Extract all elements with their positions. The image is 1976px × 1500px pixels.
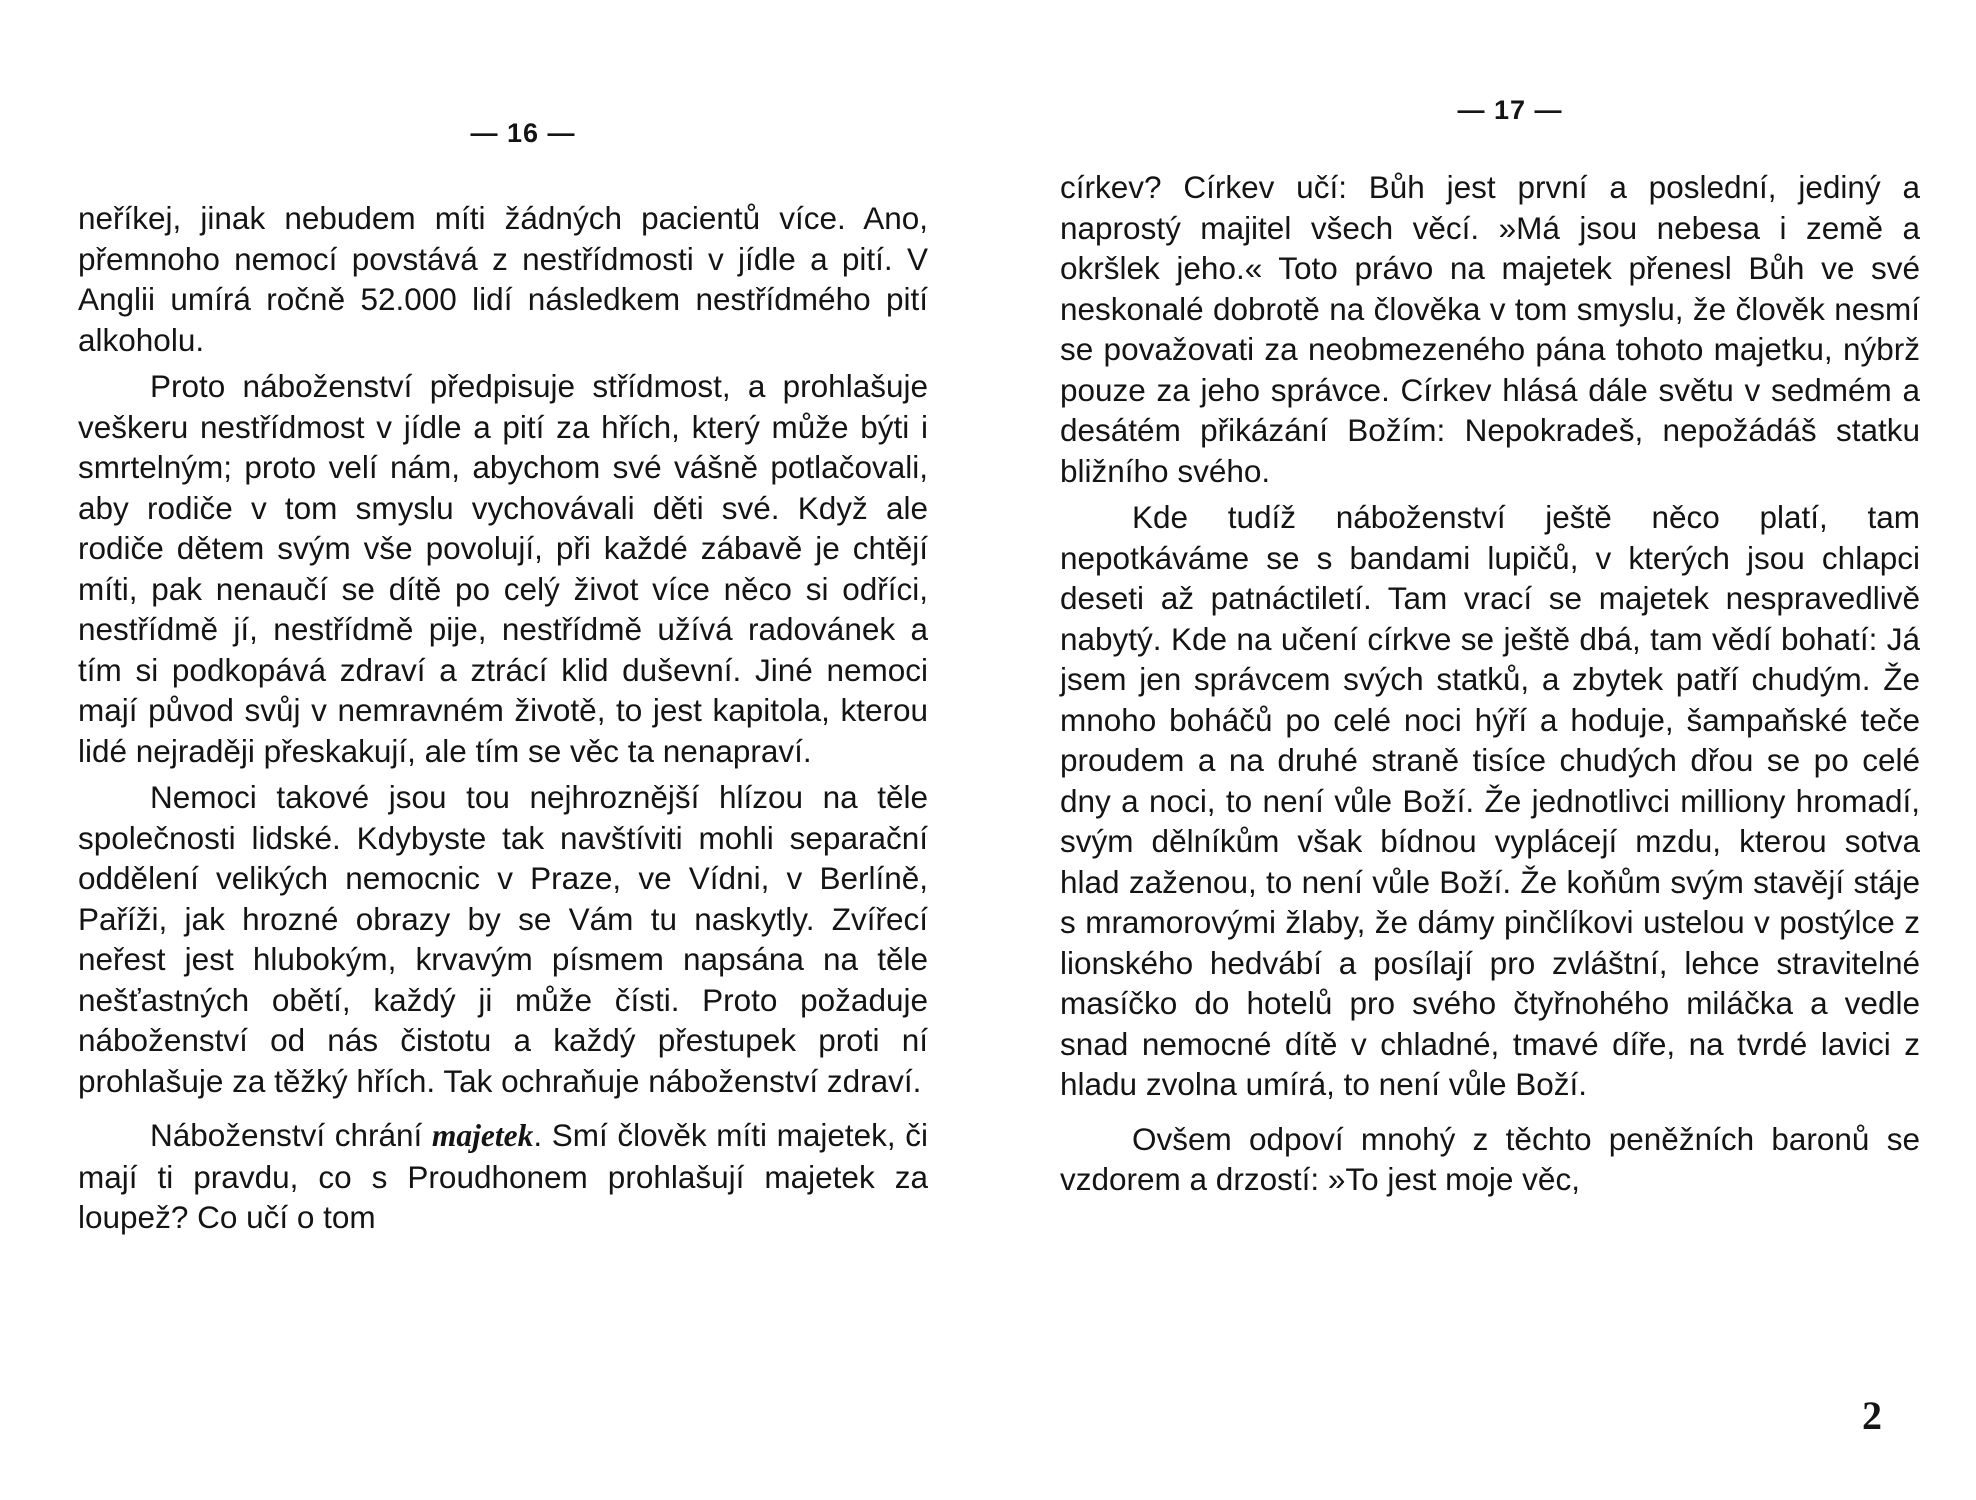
- paragraph: Proto náboženství předpisuje střídmost, a prohlašuje veškeru nestřídmost v jídle a pití za hřích, který může býti i smrtelným; proto velí nám, abychom své vášně potlačovali, aby rodiče v tom smyslu vychovávali děti své. Když ale rodiče dětem svým vše povolují, při každé zábavě je chtějí míti, pak nenaučí se dítě po celý život více něco si odříci, nestřídmě jí, nestřídmě pije, nestřídmě užívá radovánek a tím si podkopává zdraví a ztrácí klid duševní. Jiné nemoci mají původ svůj v nemravném životě, to jest kapitola, kterou lidé nejraději přeskakují, ale tím se věc ta nenapraví.: [78, 368, 928, 769]
- paragraph: církev? Církev učí: Bůh jest první a poslední, jediný a naprostý majitel všech věcí. »Má jsou nebesa i země a okršlek jeho.« Toto právo na majetek přenesl Bůh ve své neskonalé dobrotě na člověka v tom smyslu, že člověk nesmí se považovati za neobmezeného pána tohoto majetku, nýbrž pouze za jeho správce. Církev hlásá dále světu v sedmém a desátém přikázání Božím: Nepokradeš, nepožádáš statku bližního svého.: [1060, 169, 1920, 489]
- emphasized-word: majetek: [431, 1118, 534, 1153]
- right-page: [1060, 0, 1920, 1500]
- signature-mark: 2: [1862, 1393, 1882, 1438]
- paragraph: Nemoci takové jsou tou nejhroznější hlízou na těle společnosti lidské. Kdybyste tak navštíviti mohli separační oddělení velikých nemocnic v Praze, ve Vídni, v Berlíně, Paříži, jak hrozné obrazy by se Vám tu naskytly. Zvířecí neřest jest hlubokým, krvavým písmem napsána na těle nešťastných obětí, každý ji může čísti. Proto požaduje náboženství od nás čistotu a každý přestupek proti ní prohlašuje za těžký hřích. Tak ochraňuje náboženství zdraví.: [78, 779, 928, 1099]
- page-number: — 17 —: [1457, 95, 1563, 125]
- paragraph-text: Náboženství chrání: [150, 1117, 432, 1153]
- paragraph: [78, 1115, 928, 1238]
- paragraph: neříkej, jinak nebudem míti žádných pacientů více. Ano, přemnoho nemocí povstává z nestřídmosti v jídle a pití. V Anglii umírá ročně 52.000 lidí následkem nestřídmého pití alkoholu.: [78, 200, 928, 358]
- left-page: [78, 0, 928, 1500]
- page-number: — 16 —: [470, 118, 576, 148]
- paragraph-text: . Smí člověk míti majetek, či mají ti pravdu, co s Proudhonem prohlašují majetek za loupež? Co učí o tom: [78, 1117, 928, 1235]
- body-text: [78, 198, 928, 1244]
- paragraph: Kde tudíž náboženství ještě něco platí, tam nepotkáváme se s bandami lupičů, v kterých jsou chlapci deseti až patnáctiletí. Tam vrací se majetek nespravedlivě nabytý. Kde na učení církve se ještě dbá, tam vědí bohatí: Já jsem jen správcem svých statků, a zbytek patří chudým. Že mnoho boháčů po celé noci hýří a hoduje, šampaňské teče proudem a na druhé straně tisíce chudých dřou se po celé dny a noci, to není vůle Boží. Že jednotlivci milliony hromadí, svým dělníkům však bídnou vyplácejí mzdu, kterou sotva hlad zaženou, to není vůle Boží. Že koňům svým stavějí stáje s mramorovými žlaby, že dámy pinčlíkovi ustelou v postýlce z lionského hedvábí a posílají pro zvláštní, lehce stravitelné masíčko do hotelů pro svého čtyřnohého miláčka a vedle snad nemocné dítě v chladné, tmavé díře, na tvrdé lavici z hladu zvolna umírá, to není vůle Boží.: [1060, 499, 1920, 1102]
- paragraph: Ovšem odpoví mnohý z těchto peněžních baronů se vzdorem a drzostí: »To jest moje věc,: [1060, 1120, 1920, 1197]
- body-text: [1060, 167, 1920, 1206]
